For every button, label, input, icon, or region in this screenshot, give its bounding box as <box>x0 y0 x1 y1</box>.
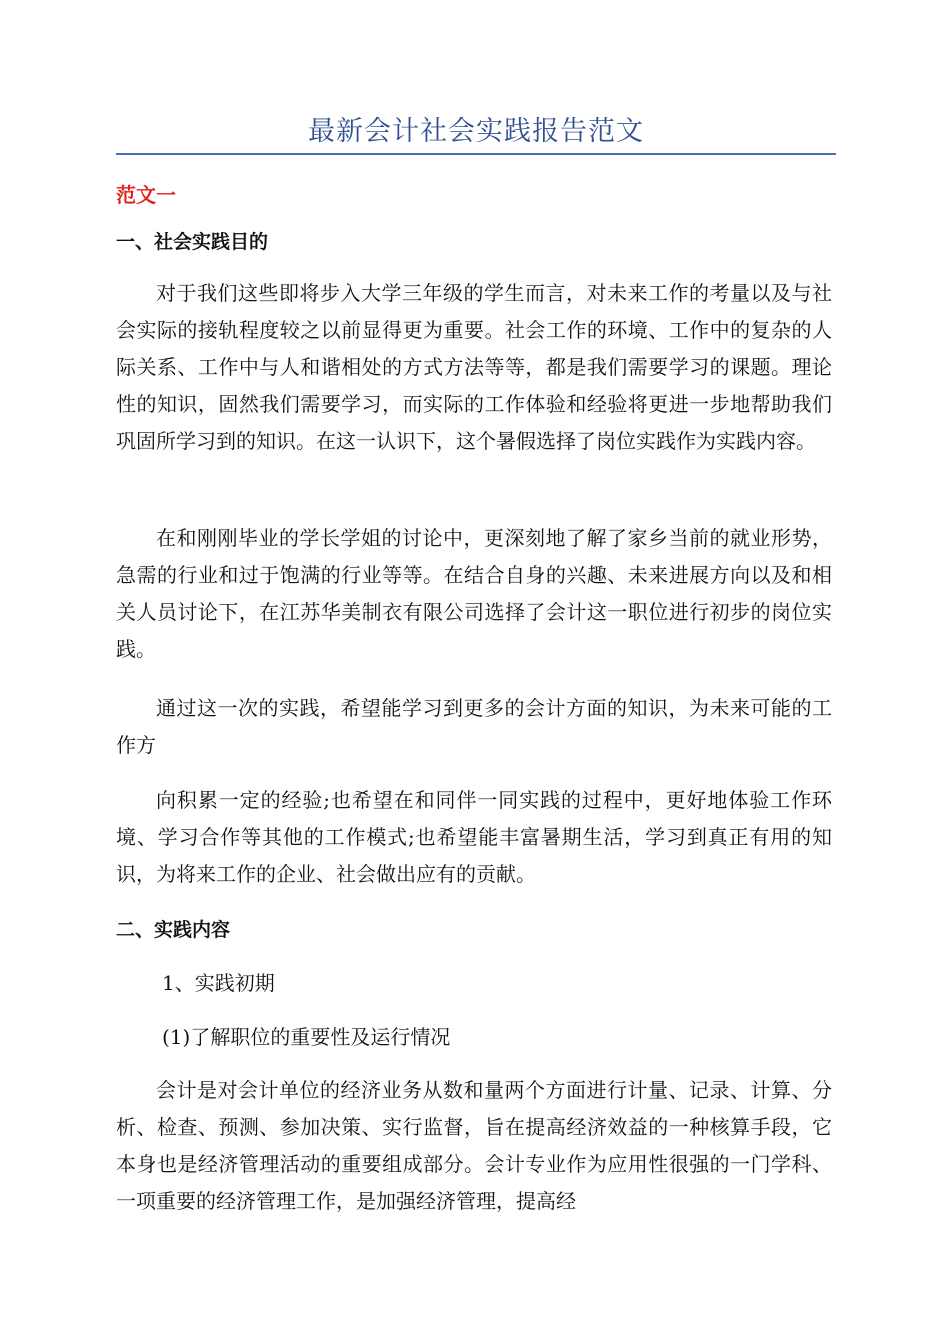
section-heading-purpose: 一、社会实践目的 <box>116 231 269 253</box>
paragraph: 在和刚刚毕业的学长学姐的讨论中，更深刻地了解了家乡当前的就业形势，急需的行业和过于饱满的行业等等。在结合自身的兴趣、未来进展方向以及和相关人员讨论下，在江苏华美制衣有限公司选择了会计这一职位进行初步的岗位实践。 <box>116 526 832 661</box>
section-heading-content: 二、实践内容 <box>116 919 231 941</box>
subheading-initial-stage: 1、实践初期 <box>162 971 275 995</box>
paragraph: 向积累一定的经验;也希望在和同伴一同实践的过程中，更好地体验工作环境、学习合作等其他的工作模式;也希望能丰富暑期生活，学习到真正有用的知识，为将来工作的企业、社会做出应有的贡献。 <box>116 788 832 886</box>
subheading-position-importance: (1)了解职位的重要性及运行情况 <box>162 1025 451 1049</box>
paragraph: 对于我们这些即将步入大学三年级的学生而言，对未来工作的考量以及与社会实际的接轨程度较之以前显得更为重要。社会工作的环境、工作中的复杂的人际关系、工作中与人和谐相处的方式方法等等，都是我们需要学习的课题。理论性的知识，固然我们需要学习，而实际的工作体验和经验将更进一步地帮助我们巩固所学习到的知识。在这一认识下，这个暑假选择了岗位实践作为实践内容。 <box>116 281 832 453</box>
sample-label: 范文一 <box>116 183 176 207</box>
paragraph: 会计是对会计单位的经济业务从数和量两个方面进行计量、记录、计算、分析、检查、预测、参加决策、实行监督，旨在提高经济效益的一种核算手段，它本身也是经济管理活动的重要组成部分。会计专业作为应用性很强的一门学科、一项重要的经济管理工作，是加强经济管理，提高经 <box>116 1078 832 1213</box>
document-title: 最新会计社会实践报告范文 <box>308 116 644 147</box>
paragraph: 通过这一次的实践，希望能学习到更多的会计方面的知识，为未来可能的工作方 <box>116 696 832 757</box>
title-underline <box>116 153 836 155</box>
